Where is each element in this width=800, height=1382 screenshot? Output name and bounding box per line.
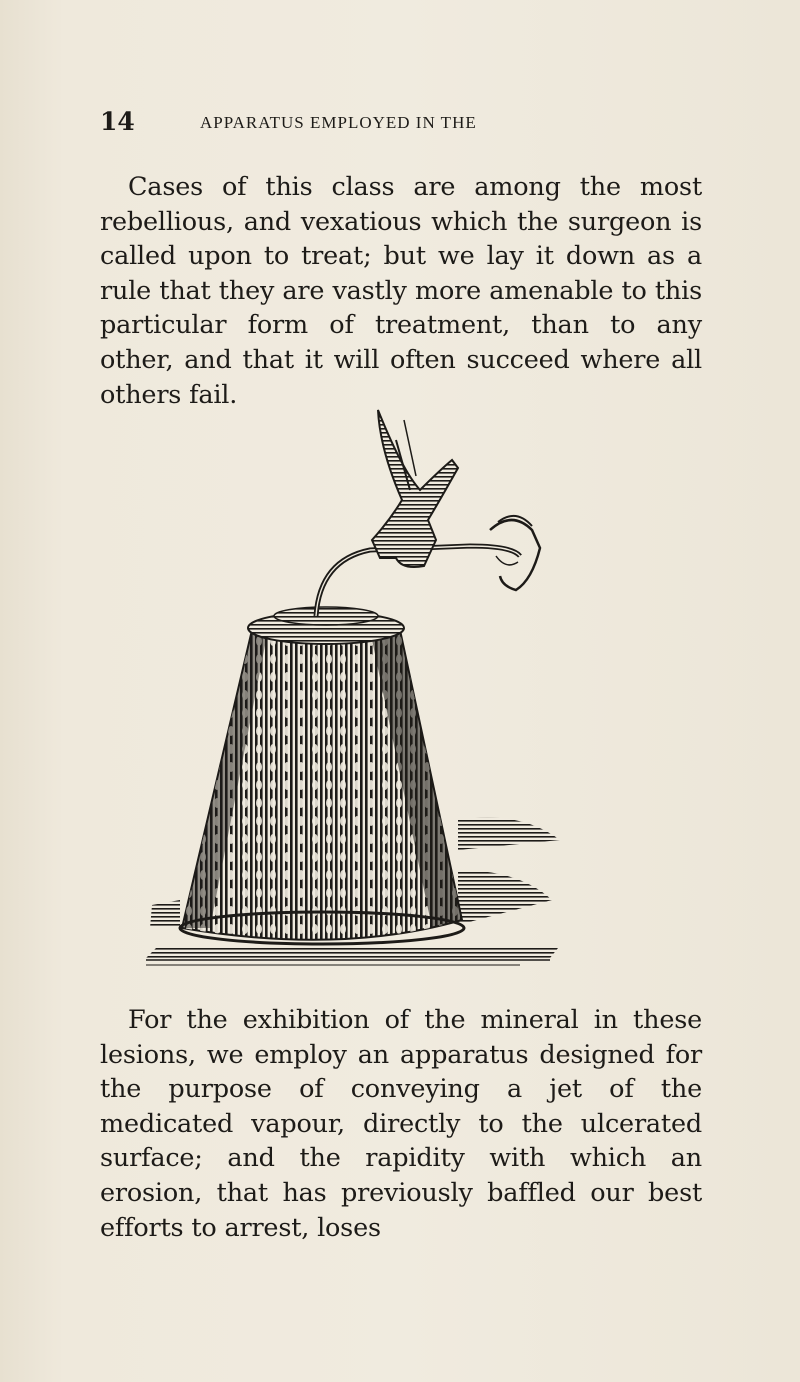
paragraph-2: For the exhibition of the mineral in these lesions, we employ an apparatus designed for the purpose of conveying a jet of the medicated vapour, directly to the ulcerated surface; and the rapidity with which an erosion, that has previously baffled our best efforts to arrest, loses <box>100 1005 702 1243</box>
conical-body <box>180 630 464 944</box>
running-head: APPARATUS EMPLOYED IN THE <box>200 113 477 132</box>
apparatus-engraving <box>140 380 600 980</box>
right-lug <box>458 818 560 926</box>
page-header <box>100 107 700 147</box>
page-number: 14 <box>100 107 135 136</box>
paragraph-1: Cases of this class are among the most rebellious, and vexatious which the surgeon is called upon to treat; but we lay it down as a rule that they are vastly more amenable to this particular form of treatment, than to any other, and that it will often succeed where all others fail. <box>100 172 702 410</box>
apparatus-illustration <box>140 380 600 980</box>
left-lug <box>150 900 180 928</box>
lid <box>248 607 404 644</box>
base-plate <box>146 948 558 965</box>
hand <box>372 410 458 567</box>
